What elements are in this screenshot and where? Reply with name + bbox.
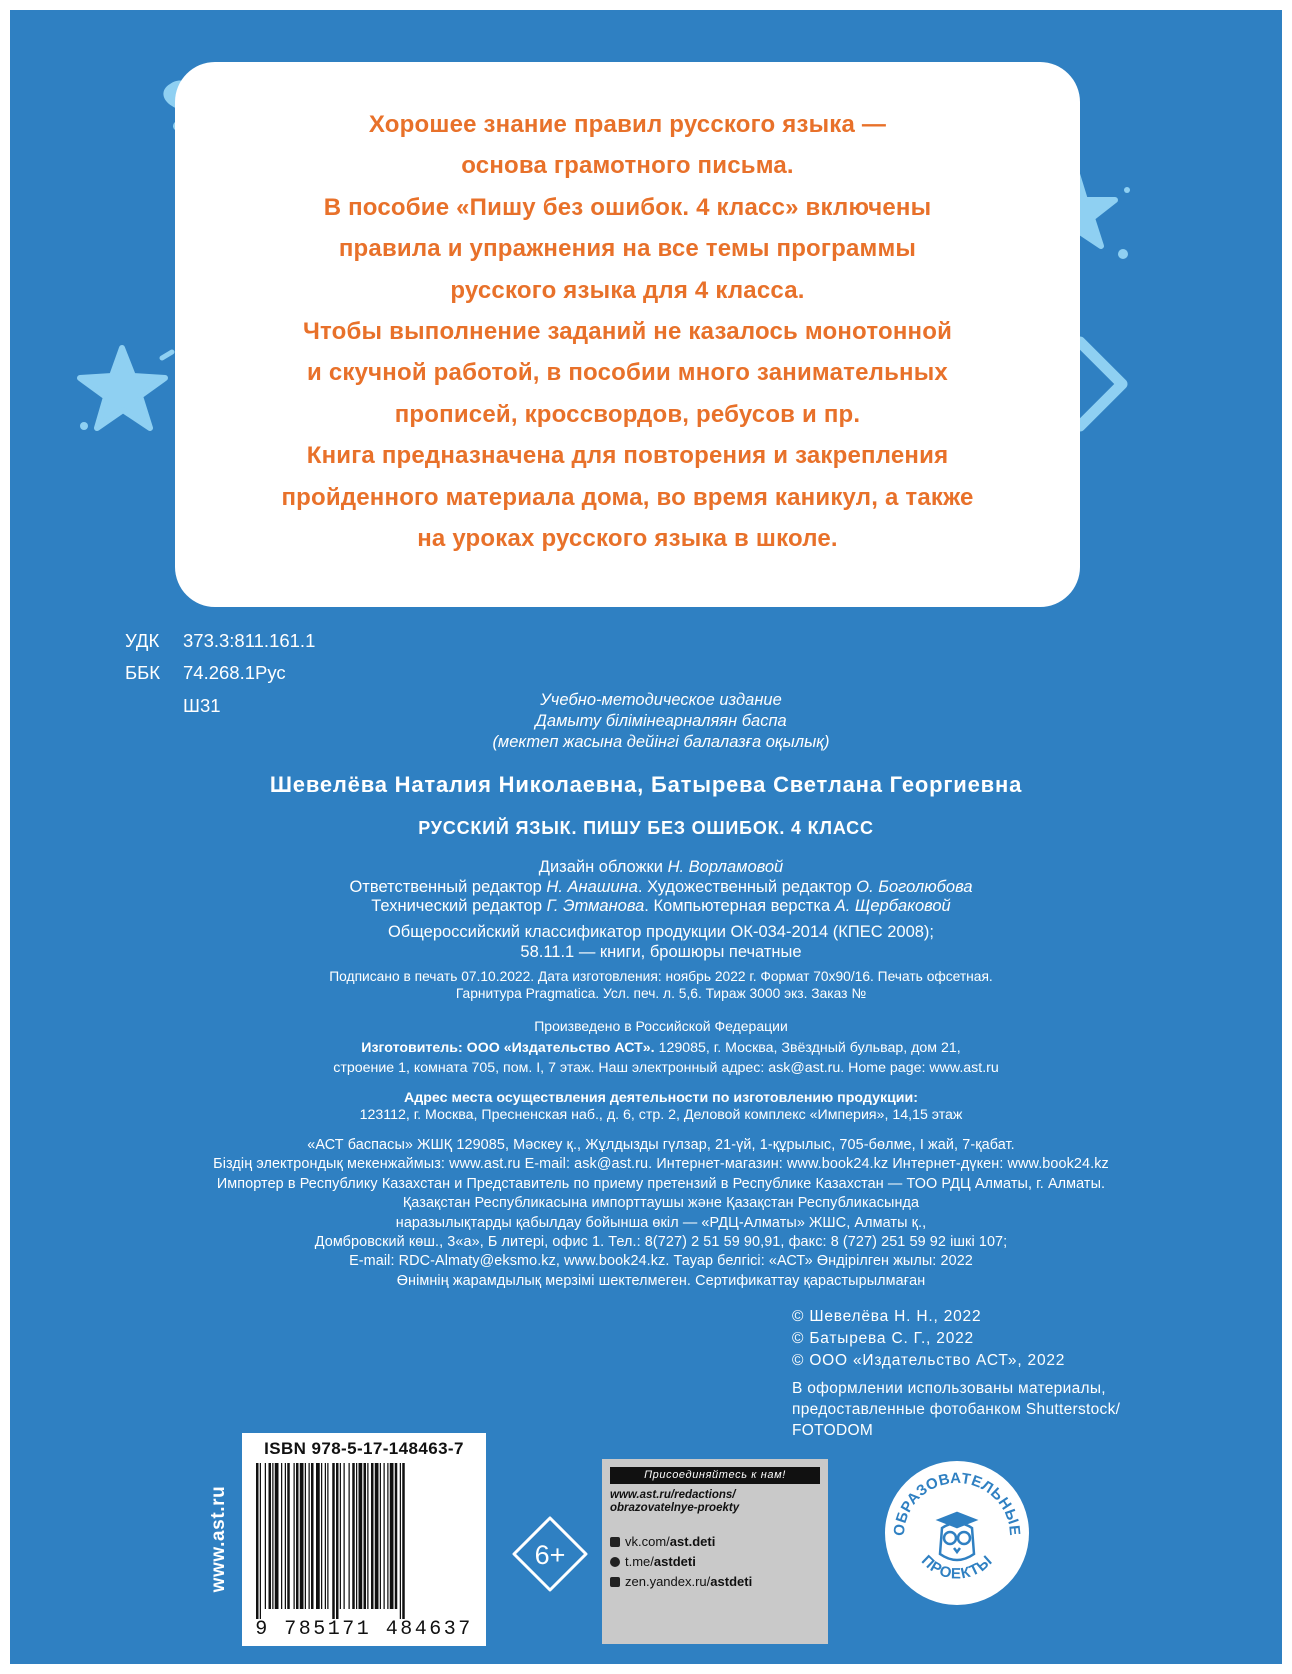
kz-line: «АСТ баспасы» ЖШҚ 129085, Мәскеу қ., Жұлдызды гүлзар, 21-үй, 1-құрылыс, 705-бөлме, I жай, 7-қабат. [307,1137,1015,1153]
barcode-bar [260,1463,261,1619]
side-url: www.ast.ru [208,1485,229,1593]
resp-editor-name: Н. Анашина [546,877,638,896]
barcode-bar [296,1463,299,1609]
barcode-bar [387,1463,388,1609]
barcode-bar [402,1463,405,1619]
barcode-bar [340,1463,341,1609]
print-info [10,968,1282,1002]
barcode-bar [327,1463,328,1609]
zen-icon [610,1577,620,1587]
barcode-bar [400,1463,401,1619]
barcode-bar [395,1463,398,1609]
social-header: Присоединяйтесь к нам! [610,1467,820,1484]
barcode-bar [352,1463,355,1609]
kz-line: Біздің электрондық мекенжаймыз: www.ast.ru E-mail: ask@ast.ru. Интернет-магазин: www.book24.kz Интернет-дүкен: www.book24.kz [213,1156,1109,1173]
kz-line: Қазақстан Республикасына импорттаушы және Қазақстан Республикасында [402,1195,920,1212]
barcode-bar [321,1463,322,1609]
social-website[interactable] [610,1489,739,1515]
vk-icon [610,1537,620,1547]
product-classifier [10,922,1282,962]
barcode-bar [294,1463,295,1609]
vk-handle: ast.deti [669,1534,716,1549]
barcode-bar [316,1463,320,1609]
tech-editor-label: Технический редактор [371,897,542,915]
zen-handle: astdeti [710,1574,753,1589]
zen-prefix: zen.yandex.ru/ [625,1574,711,1589]
age-rating-badge [510,1514,590,1594]
telegram-icon [610,1557,620,1567]
promo-line: на уроках русского языка в школе. [417,525,838,553]
made-in: Произведено в Российской Федерации [534,1018,788,1034]
kz-line: наразылықтарды қабылдау бойынша өкіл — «РДЦ-Алматы» ЖШС, Алматы қ., [395,1214,927,1231]
isbn: ISBN 978-5-17-148463-7 [264,1439,464,1458]
edition-line: Дамыту білімінеарналяян баспа [535,712,787,730]
copyright-line: © Батырева С. Г., 2022 [792,1330,974,1347]
print-line: Подписано в печать 07.10.2022. Дата изготовления: ноябрь 2022 г. Формат 70x90/16. Печать офсетная. [329,969,993,984]
promo-line: В пособие «Пишу без ошибок. 4 класс» включены [323,193,932,221]
udk-value: 373.3:811.161.1 [183,630,316,651]
art-editor-label: Художественный редактор [647,877,852,896]
promo-line: основа грамотного письма. [461,152,794,180]
social-telegram[interactable] [610,1554,696,1569]
barcode-bar [364,1463,367,1609]
print-line: Гарнитура Pragmatica. Усл. печ. л. 5,6. Тираж 3000 экз. Заказ № [455,986,867,1001]
barcode [242,1433,486,1646]
tg-handle: astdeti [653,1554,696,1569]
photo-credit-line: FOTODOM [792,1422,874,1439]
barcode-bar [272,1463,273,1609]
kz-line: E-mail: RDC-Almaty@eksmo.kz, www.book24.kz. Тауар белгісі: «АСТ» Өндірілген жылы: 2022 [349,1253,973,1270]
social-links [602,1459,828,1644]
promo-text [175,104,1080,559]
manufacturer-label: Изготовитель: ООО «Издательство АСТ». [361,1040,655,1056]
barcode-bar [325,1463,326,1609]
design-name: Н. Ворламовой [667,858,784,876]
edu-badge-top: ОБРАЗОВАТЕЛЬНЫЕ [890,1469,1024,1537]
copyright-line: © ООО «Издательство АСТ», 2022 [792,1352,1066,1369]
okp-line: 58.11.1 — книги, брошюры печатные [520,943,802,961]
barcode-bar [336,1463,339,1619]
photo-credit [792,1378,1152,1441]
manufacturer [10,1038,1282,1078]
barcode-bar [359,1463,363,1609]
social-vk[interactable] [610,1534,715,1549]
photo-credit-line: предоставленные фотобанком Shutterstock/ [792,1401,1121,1418]
authors: Шевелёва Наталия Николаевна, Батырева Светлана Георгиевна [269,772,1023,797]
edition-line: (мектеп жасына дейінгі балалазға оқылық) [492,733,830,751]
resp-editor-label: Ответственный редактор [349,877,542,896]
social-url-line: obrazovatelnye-proekty [610,1502,740,1514]
barcode-bar [367,1463,368,1609]
promo-line: Хорошее знание правил русского языка — [368,111,887,138]
barcode-bar [275,1463,279,1609]
promo-line: русского языка для 4 класса. [450,276,805,304]
barcode-bar [371,1463,374,1609]
photo-credit-line: В оформлении использованы материалы, [792,1380,1106,1397]
barcode-bar [344,1463,345,1609]
barcode-bar [356,1463,357,1609]
barcode-bar [309,1463,310,1609]
tech-editor-name: Г. Этманова [546,897,645,915]
vk-prefix: vk.com/ [625,1534,670,1549]
barcode-bar [349,1463,350,1609]
social-zen[interactable] [610,1574,752,1589]
production-address-line: 123112, г. Москва, Пресненская наб., д. 6, стр. 2, Деловой комплекс «Империя», 14,15 этаж [359,1107,963,1123]
barcode-bar [332,1463,335,1619]
barcode-bar [380,1463,381,1609]
promo-line: Чтобы выполнение заданий не казалось монотонной [302,318,953,346]
education-projects-badge [882,1458,1032,1608]
edition-line: Учебно-методическое издание [540,691,782,709]
udk-label: УДК [125,630,160,651]
barcode-bar [300,1463,304,1609]
staff-credits: Дизайн обложки Н. Ворламовой Ответственный редактор Н. Анашина. Художественный редактор О. Боголюбова Технический редактор Г. Этманова. Компьютерная верстка А. Щербаковой [349,858,973,915]
barcode-bar [375,1463,379,1609]
barcode-bars [252,1463,476,1619]
barcode-bar [269,1463,272,1609]
promo-line: прописей, кроссвордов, ребусов и пр. [394,400,861,428]
tg-prefix: t.me/ [625,1554,654,1569]
udk-row [125,630,315,652]
bbk-row [125,662,286,684]
layout-label: Компьютерная верстка [653,897,831,915]
barcode-digits: 9 785171 484637 [255,1618,473,1641]
barcode-bar [311,1463,314,1609]
barcode-bar [285,1463,286,1609]
barcode-bar [281,1463,282,1609]
bbk-label: ББК [125,662,161,683]
kz-line: Өнімнің жарамдылық мерзімі шектелмеген. Сертификаттау қарастырылмаған [396,1272,926,1289]
promo-line: правила и упражнения на все темы программы [338,235,917,263]
production-address-label: Адрес места осуществления деятельности по изготовлению продукции: [404,1090,918,1106]
barcode-bar [390,1463,394,1609]
back-cover [10,10,1282,1664]
design-label: Дизайн обложки [538,858,663,876]
social-url-line: www.ast.ru/redactions/ [610,1489,736,1501]
promo-line: и скучной работой, в пособии много занимательных [307,359,948,387]
age-rating-text: 6+ [534,1540,566,1570]
kz-line: Домбровский көш., 3«а», Б литері, офис 1. Тел.: 8(727) 2 51 59 90,91, факс: 8 (727) 251 59 92 ішкі 107; [314,1234,1008,1251]
promo-card [175,62,1080,607]
decor-star-left [70,340,185,445]
barcode-bar [256,1463,259,1619]
edition-type [10,690,1282,753]
manufacturer-address: 129085, г. Москва, Звёздный бульвар, дом 21, [658,1040,961,1056]
bbk-value: 74.268.1Рус [183,662,286,683]
okp-line: Общероссийский классификатор продукции ОК-034-2014 (КПЕС 2008); [387,923,935,941]
kazakhstan-info [10,1136,1282,1291]
kz-line: Импортер в Республику Казахстан и Представитель по приему претензий в Республике Казахстан — ТОО РДЦ Алматы, г. Алматы. [216,1175,1106,1192]
copyright-line: © Шевелёва Н. Н., 2022 [792,1308,982,1325]
art-editor-name: О. Боголюбова [856,877,973,896]
barcode-bar [305,1463,306,1609]
production-address [10,1090,1282,1124]
layout-name: А. Щербаковой [834,897,951,915]
barcode-bar [287,1463,290,1609]
promo-line: пройденного материала дома, во время каникул, а также [281,483,974,511]
barcode-bar [265,1463,266,1609]
author-mark: Ш31 [183,695,221,716]
promo-line: Книга предназначена для повторения и закрепления [306,442,949,470]
copyright [792,1306,1065,1372]
barcode-bar [384,1463,385,1609]
manufacturer-line: строение 1, комната 705, пом. I, 7 этаж. Наш электронный адрес: ask@ast.ru. Home page: www.ast.ru [333,1060,999,1076]
book-title: РУССКИЙ ЯЗЫК. ПИШУ БЕЗ ОШИБОК. 4 КЛАСС [418,818,874,838]
edu-badge-bottom: ПРОЕКТЫ [917,1551,997,1583]
